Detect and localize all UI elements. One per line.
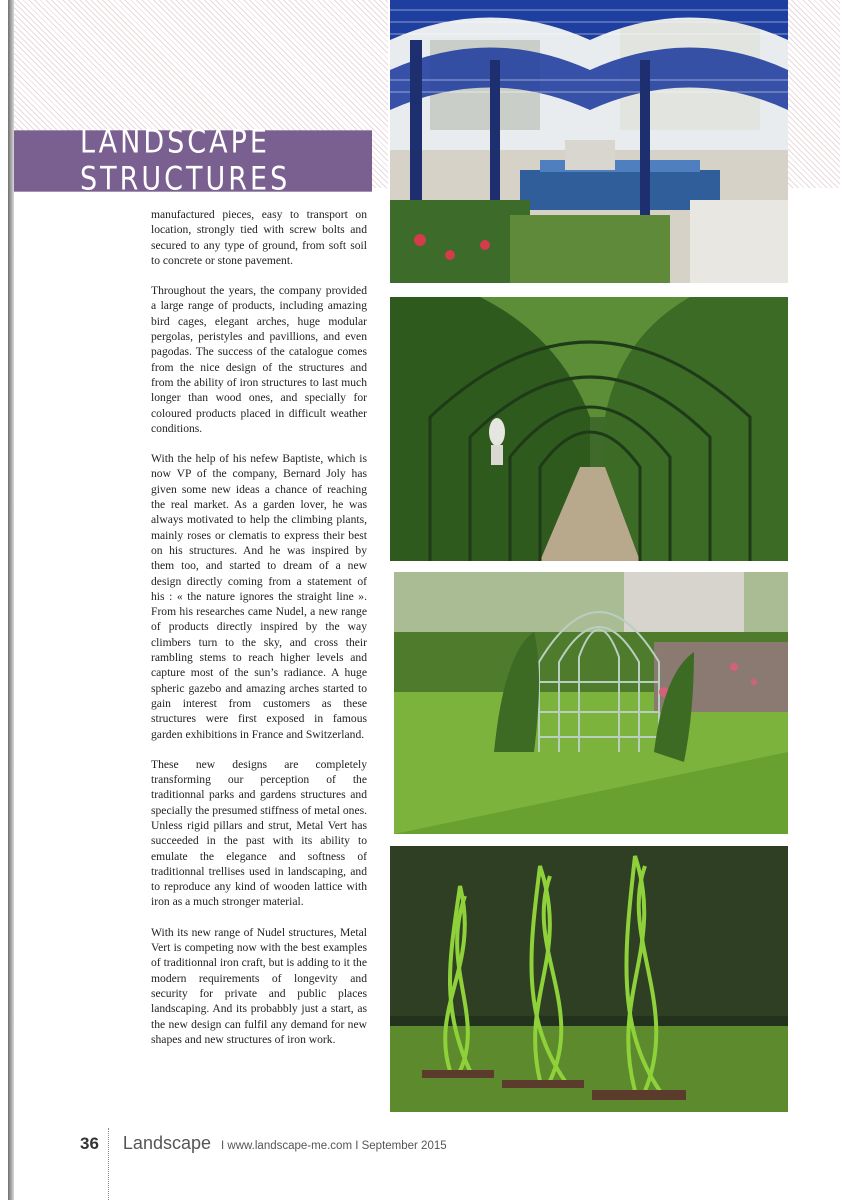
section-title: LANDSCAPE STRUCTURES [80, 124, 291, 198]
paragraph: Throughout the years, the company provided a large range of products, including amazing bird cages, elegant arches, huge modular pergolas, peristyles and pavillions, and even pagodas. The success of the catalogue comes from the nice design of the structures and from the ability of iron structures to last much longer than wood ones, and specially for coloured products placed in difficult weather conditions. [151, 284, 367, 435]
paragraph: These new designs are completely transforming our perception of the traditionnal parks and gardens structures and specially the presumed stiffness of metal ones. Unless rigid pillars and strut, Metal Vert has succeeded in the past with its ability to emulate the elegance and softness of traditionnal trellises used in landscaping, and to reproduce any kind of wooden lattice with iron as a much stronger material. [151, 757, 367, 909]
photo-arch-tunnel [390, 297, 788, 561]
page-footer [80, 1133, 447, 1157]
article-body [151, 207, 367, 1062]
header-stripe-pattern-right [788, 0, 840, 188]
photo-blue-gazebo [390, 0, 788, 283]
section-banner [14, 124, 372, 198]
paragraph: manufactured pieces, easy to transport on location, strongly tied with screw bolts and secured to any type of ground, from soft soil to concrete or stone pavement. [151, 208, 367, 267]
paragraph: With the help of his nefew Baptiste, which is now VP of the company, Bernard Joly has given some new ideas a chance of reaching the real market. As a garden lover, he was always motivated to help the climbing plants, mainly roses or clematis to express their best on his structures. And he was inspired by them too, and started to dream of a new design directly coming from a statement of his : « the nature ignores the straight line ». From his researches came Nudel, a new range of products directly inspired by the way climbers turn to the sky, and cross their rambling stems to reach higher levels and capture most of the sun’s radiance. A huge spheric gazebo and amazing arches started to gain interest from customers as these structures were first exposed in famous garden exhibitions in France and Switzerland. [151, 452, 367, 741]
page-number: 36 [80, 1134, 99, 1153]
photo-spheric-gazebo [394, 572, 788, 834]
footer-meta: I www.landscape-me.com I September 2015 [221, 1140, 447, 1152]
photo-nudel-sculptures [390, 846, 788, 1112]
paragraph: With its new range of Nudel structures, Metal Vert is competing now with the best examples of traditionnal iron craft, but is adding to it the modern requirements of longevity and security for private and public places landscaping. And its probabbly just a start, as the new design can fulfil any demand for new shapes and new structures of iron work. [151, 925, 367, 1046]
magazine-name: Landscape [122, 1133, 211, 1153]
